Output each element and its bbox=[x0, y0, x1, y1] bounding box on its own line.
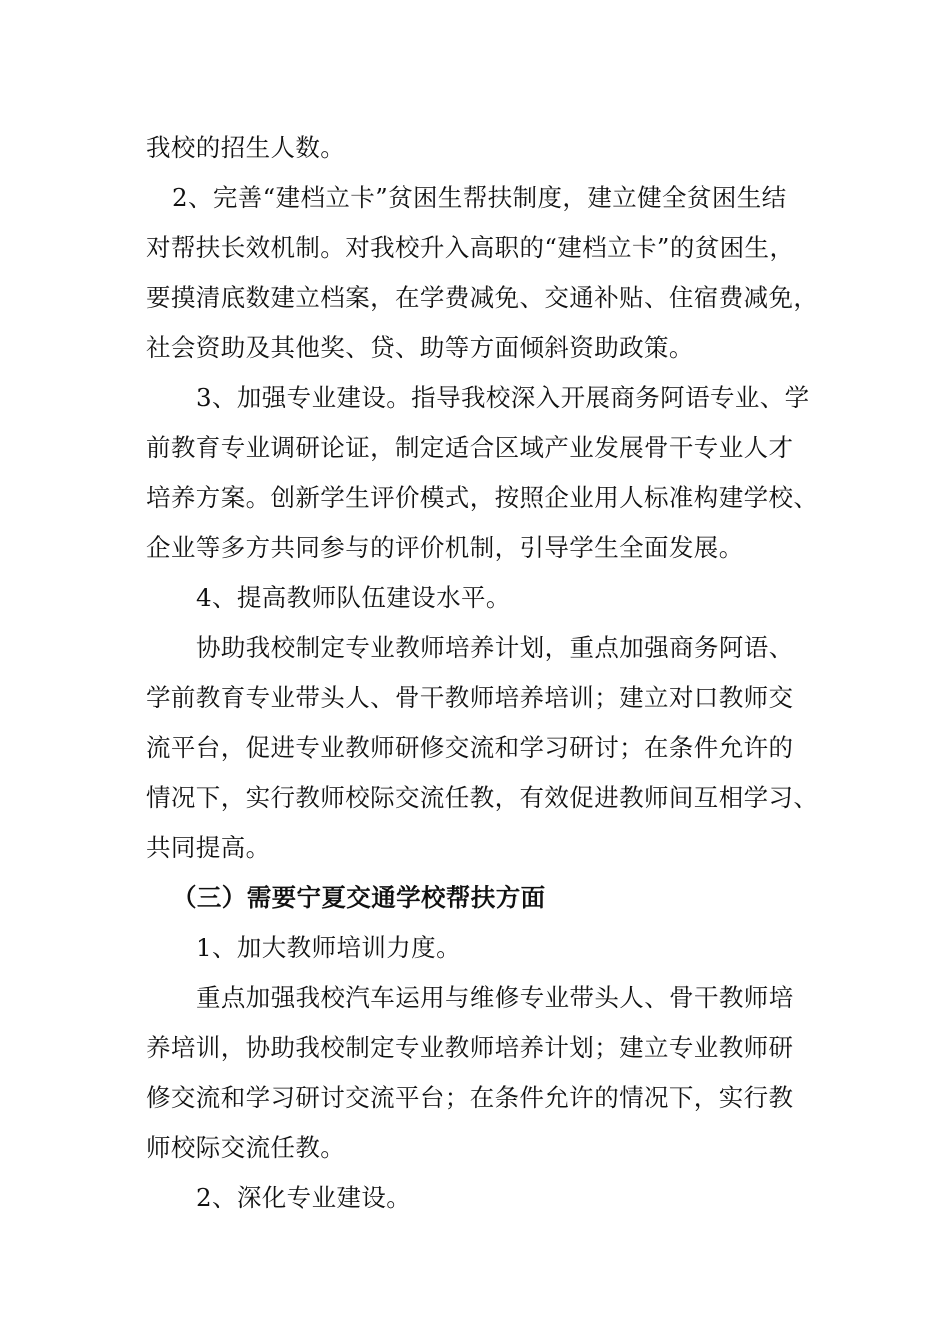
text-line: 要摸清底数建立档案，在学费减免、交通补贴、住宿费减免， bbox=[146, 283, 819, 312]
text-line: 对帮扶长效机制。对我校升入高职的“建档立卡”的贫困生， bbox=[146, 233, 795, 262]
text-line: 共同提高。 bbox=[146, 833, 271, 862]
text-line: 重点加强我校汽车运用与维修专业带头人、骨干教师培 bbox=[196, 983, 794, 1012]
text-line: 1、加大教师培训力度。 bbox=[196, 933, 461, 962]
text-line: 协助我校制定专业教师培养计划，重点加强商务阿语、 bbox=[196, 633, 794, 662]
text-line: 师校际交流任教。 bbox=[146, 1133, 346, 1162]
text-line: 2、深化专业建设。 bbox=[196, 1183, 412, 1212]
text-line: 修交流和学习研讨交流平台；在条件允许的情况下，实行教 bbox=[146, 1083, 794, 1112]
text-line: 社会资助及其他奖、贷、助等方面倾斜资助政策。 bbox=[146, 333, 694, 362]
text-line: 养培训，协助我校制定专业教师培养计划；建立专业教师研 bbox=[146, 1033, 794, 1062]
text-line: 流平台，促进专业教师研修交流和学习研讨；在条件允许的 bbox=[146, 733, 794, 762]
text-line: 培养方案。创新学生评价模式，按照企业用人标准构建学校、 bbox=[146, 483, 819, 512]
text-line: 我校的招生人数。 bbox=[146, 133, 346, 162]
section-heading: （三）需要宁夏交通学校帮扶方面 bbox=[172, 883, 546, 912]
text-line: 3、加强专业建设。指导我校深入开展商务阿语专业、学 bbox=[196, 383, 810, 412]
text-line: 企业等多方共同参与的评价机制，引导学生全面发展。 bbox=[146, 533, 744, 562]
text-line: 2、完善“建档立卡”贫困生帮扶制度，建立健全贫困生结 bbox=[172, 183, 787, 212]
text-line: 情况下，实行教师校际交流任教，有效促进教师间互相学习、 bbox=[146, 783, 819, 812]
text-line: 4、提高教师队伍建设水平。 bbox=[196, 583, 511, 612]
text-line: 前教育专业调研论证，制定适合区域产业发展骨干专业人才 bbox=[146, 433, 794, 462]
text-line: 学前教育专业带头人、骨干教师培养培训；建立对口教师交 bbox=[146, 683, 794, 712]
